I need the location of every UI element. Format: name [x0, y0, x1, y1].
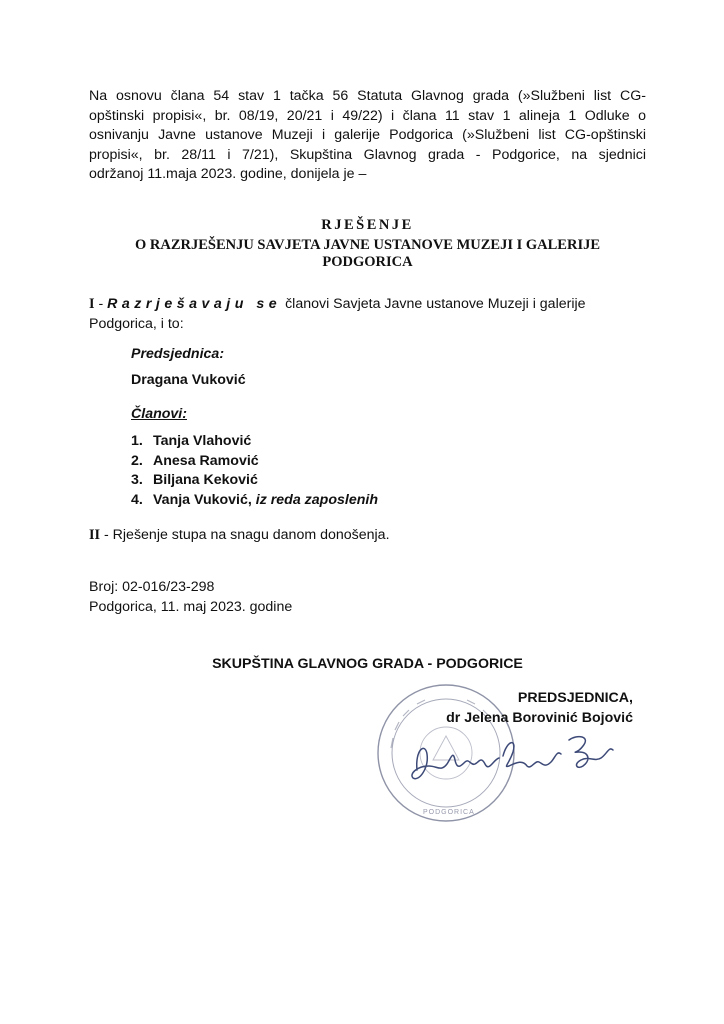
section-one — [89, 295, 646, 334]
member-name: Vanja Vuković, — [153, 491, 252, 508]
section-one-text: članovi Savjeta Javne ustanove Muzeji i galerije — [281, 296, 586, 312]
president-label: Predsjednica: — [131, 346, 225, 362]
president-name: Dragana Vuković — [131, 372, 246, 388]
signatory-title: PREDSJEDNICA, — [517, 690, 633, 706]
list-item — [131, 471, 378, 491]
assembly-name: SKUPŠTINA GLAVNOG GRADA - PODGORICE — [212, 656, 523, 672]
intro-line: održanoj 11.maja 2023. godine, donijela je – — [89, 166, 367, 183]
section-two-text: - Rješenje stupa na snagu danom donošenja. — [100, 527, 390, 543]
section-one-dash: - — [94, 296, 108, 312]
section-one-verb: Razrješavaju se — [107, 296, 282, 312]
intro-line: opštinski propisi«, br. 08/19, 20/21 i 49/22) i člana 11 stav 1 alineja 1 Odluke o — [89, 107, 646, 124]
section-one-numeral: I — [89, 296, 95, 312]
intro-line: propisi«, br. 28/11 i 7/21), Skupština Glavnog grada - Podgorice, na sjednici — [89, 146, 646, 163]
intro-line: osnivanju Javne ustanove Muzeji i galerije Podgorica (»Službeni list CG-opštinski — [89, 127, 646, 144]
section-two — [89, 527, 390, 544]
members-list — [131, 432, 378, 510]
document-subtitle: O RAZRJEŠENJU SAVJETA JAVNE USTANOVE MUZEJI I GALERIJE PODGORICA — [134, 237, 601, 270]
list-item — [131, 432, 378, 452]
signatory-name: dr Jelena Borovinić Bojović — [446, 710, 633, 726]
document-title: RJEŠENJE — [321, 217, 414, 233]
member-name: Anesa Ramović — [153, 452, 259, 469]
document-number: Broj: 02-016/23-298 — [89, 579, 215, 595]
member-number: 4. — [131, 491, 143, 508]
section-two-numeral: II — [89, 527, 101, 543]
place-date: Podgorica, 11. maj 2023. godine — [89, 598, 293, 615]
member-name: Biljana Keković — [153, 472, 258, 489]
document-meta — [89, 578, 292, 617]
member-name: Tanja Vlahović — [153, 433, 252, 449]
section-one-line: Podgorica, i to: — [89, 315, 184, 332]
member-number: 2. — [131, 452, 143, 469]
list-item — [131, 452, 378, 472]
member-number: 3. — [131, 472, 143, 489]
member-number: 1. — [131, 433, 143, 449]
section-one-line — [89, 295, 646, 315]
list-item — [131, 491, 378, 511]
intro-line: Na osnovu člana 54 stav 1 tačka 56 Statuta Glavnog grada (»Službeni list CG- — [89, 88, 646, 104]
stamp-text: PODGORICA — [423, 809, 475, 816]
intro-paragraph — [89, 87, 646, 185]
handwritten-signature — [395, 720, 625, 800]
members-label: Članovi: — [131, 406, 187, 422]
member-note: iz reda zaposlenih — [251, 491, 378, 508]
